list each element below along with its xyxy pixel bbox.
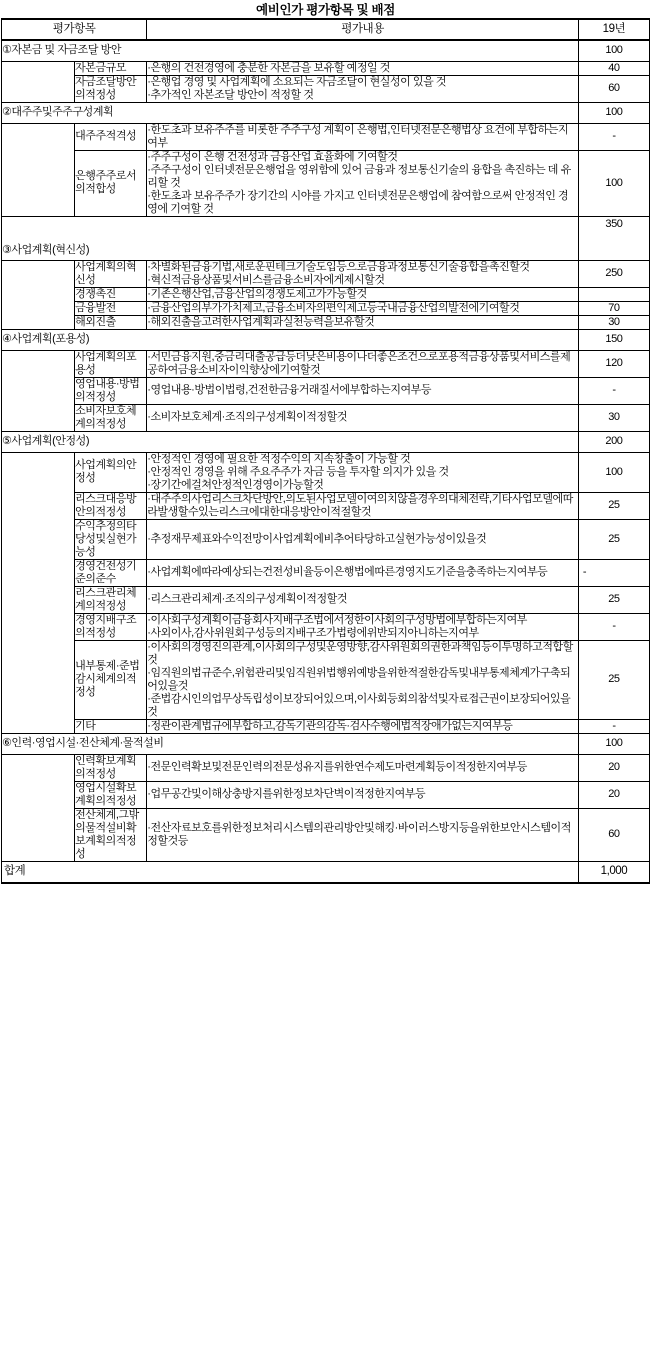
criterion-name: 자본금규모 [75,61,147,75]
criterion-score [578,287,649,301]
criterion-name: 사업계획의포용성 [75,350,147,377]
criterion-name: 리스크관리체계의적정성 [75,586,147,613]
section-indent-cell-sec2 [2,123,75,216]
criterion-name: 영업내용·방법의적정성 [75,377,147,404]
description-line: ·기존은행산업,금융산업의경쟁도제고가가능할것 [147,287,367,300]
criterion-score: - [578,559,649,586]
description-line: ·서민금융지원,중금리대출공급등더낮은비용이나더좋은조건으로포용적금융상품및서비스를제공하여금융소비자이익향상에기여할것 [147,350,571,376]
criterion-name: 경영건전성기준의준수 [75,559,147,586]
table-row [2,350,650,377]
criterion-score: 20 [578,754,649,781]
criterion-description [147,559,579,586]
description-line: ·주주구성이 은행 건전성과 금융산업 효율화에 기여할것 [147,150,398,163]
table-row [2,61,650,75]
criterion-description [147,315,579,329]
criterion-score: - [578,123,649,150]
criterion-score: 25 [578,586,649,613]
criterion-description [147,781,579,808]
criterion-name: 내부통제·준법감시체계의적정성 [75,640,147,719]
criterion-name: 은행주주로서의적합성 [75,150,147,216]
criterion-score: 100 [578,452,649,492]
section-label-sec4: ④사업계획(포용성) [2,329,579,350]
criterion-score: 20 [578,781,649,808]
description-line: ·추가적인 자본조달 방안이 적정할 것 [147,88,314,101]
section-score-sec1: 100 [578,40,649,61]
criterion-description [147,640,579,719]
description-line: ·소비자보호체계·조직의구성계획이적정할것 [147,411,348,423]
section-header-row [2,102,650,123]
description-line: ·차별화된금융기법,새로운핀테크기술도입등으로금융과정보통신기술융합을촉진할것 [147,260,530,273]
column-header-content: 평가내용 [147,19,579,40]
criterion-description [147,150,579,216]
criterion-score: 25 [578,640,649,719]
criterion-description [147,452,579,492]
criterion-description [147,719,579,733]
description-line: ·이사회의경영진의관계,이사회의구성및운영방향,감사위원회의권한과책임등이투명하고적합할것 [147,640,573,666]
section-header-row [2,40,650,61]
section-score-sec2: 100 [578,102,649,123]
criterion-name: 대주주적격성 [75,123,147,150]
criterion-name: 인력확보계획의적정성 [75,754,147,781]
table-row [2,754,650,781]
section-score-sec3: 350 [578,216,649,260]
section-indent-cell-sec3 [2,260,75,329]
description-line: ·한도초과 보유주주가 장기간의 시야를 가지고 인터넷전문은행업에 참여함으로써 안정적인 경영에 기여할 것 [147,189,569,215]
criterion-name: 사업계획의안정성 [75,452,147,492]
section-label-sec3: ③사업계획(혁신성) [2,216,579,260]
description-line: ·안정적인 경영에 필요한 적정수익의 지속창출이 가능할 것 [147,452,411,465]
table-row [2,781,650,808]
table-row [2,150,650,216]
table-row [2,640,650,719]
column-header-category: 평가항목 [2,19,147,40]
description-line: ·업무공간및이해상충방지를위한정보차단벽이적정한지여부등 [147,788,426,800]
criterion-score: 30 [578,404,649,431]
criterion-name: 사업계획의혁신성 [75,260,147,287]
description-line: ·사외이사,감사위원회구성등의지배구조가법령에위반되지아니하는지여부 [147,626,479,639]
description-line: ·전문인력확보및전문인력의전문성유지를위한연수제도마련계획등이적정한지여부등 [147,761,527,773]
criterion-score: 100 [578,150,649,216]
description-line: ·안정적인 경영을 위해 주요주주가 자금 등을 투자할 의지가 있을 것 [147,465,449,478]
section-indent-cell-sec6 [2,754,75,861]
criterion-description [147,754,579,781]
description-line: ·전산자료보호를위한정보처리시스템의관리방안및해킹·바이러스방지등을위한보안시스템이적정할것등 [147,821,571,847]
criterion-score: 250 [578,260,649,287]
criterion-description [147,287,579,301]
criterion-name: 자금조달방안의적정성 [75,75,147,102]
section-score-sec6: 100 [578,733,649,754]
criterion-description [147,808,579,861]
table-row [2,719,650,733]
description-line: ·대주주의사업리스크차단방안,의도된사업모델이여의치않을경우의대체전략,기타사업모델에따라발생할수있는리스크에대한대응방안이적절할것 [147,492,573,518]
table-row [2,559,650,586]
criterion-score: 120 [578,350,649,377]
total-row [2,861,650,883]
table-header-row [2,19,650,40]
criterion-name: 경쟁촉진 [75,287,147,301]
criterion-name: 리스크대응방안의적정성 [75,492,147,519]
table-row [2,808,650,861]
section-score-sec5: 200 [578,431,649,452]
description-line: ·임직원의법규준수,위험관리및임직원위법행위예방을위한적절한감독및내부통제체계가구축되어있을것 [147,666,571,692]
table-row [2,287,650,301]
criterion-description [147,123,579,150]
section-header-row [2,329,650,350]
description-line: ·정관이관계법규에부합하고,감독기관의감독·검사수행에법적장애가없는지여부등 [147,719,513,732]
criterion-score: 25 [578,492,649,519]
description-line: ·사업계획에따라예상되는건전성비율등이은행법에따른경영지도기준을충족하는지여부등 [147,566,548,578]
section-header-row [2,216,650,260]
criterion-description [147,260,579,287]
criterion-score: 30 [578,315,649,329]
section-indent-cell-sec1 [2,61,75,102]
table-row [2,123,650,150]
page-title: 예비인가 평가항목 및 배점 [255,3,396,17]
description-line: ·추정재무제표와수익전망이사업계획에비추어타당하고실현가능성이있을것 [147,532,487,545]
description-line: ·리스크관리체계·조직의구성계획이적정할것 [147,593,348,605]
description-line: ·은행의 건전경영에 충분한 자본금을 보유할 예정일 것 [147,61,390,74]
table-row [2,586,650,613]
total-label: 합계 [2,861,579,883]
criterion-description [147,613,579,640]
description-line: ·금융산업의부가가치제고,금융소비자의편익제고등국내금융산업의발전에기여할것 [147,301,520,314]
description-line: ·해외진출을고려한사업계획과실천능력을보유할것 [147,315,375,328]
criterion-name: 전산체계,그밖의물적설비확보계획의적정성 [75,808,147,861]
criterion-description [147,350,579,377]
section-score-sec4: 150 [578,329,649,350]
criterion-description [147,586,579,613]
section-label-sec6: ⑥인력·영업시설·전산체계·물적설비 [2,733,579,754]
criterion-description [147,404,579,431]
criterion-name: 해외진출 [75,315,147,329]
criterion-score: 40 [578,61,649,75]
table-row [2,452,650,492]
description-line: ·한도초과 보유주주를 비롯한 주주구성 계획이 은행법,인터넷전문은행법상 요건에 부합하는지 여부 [147,123,569,149]
section-label-sec1: ①자본금 및 자금조달 방안 [2,40,579,61]
table-row [2,613,650,640]
criterion-score: - [578,377,649,404]
criterion-description [147,301,579,315]
description-line: ·혁신적금융상품및서비스를금융소비자에게제시할것 [147,273,385,286]
total-score: 1,000 [578,861,649,883]
criterion-description [147,61,579,75]
evaluation-criteria-table [1,18,650,884]
criterion-description [147,519,579,559]
section-label-sec5: ⑤사업계획(안정성) [2,431,579,452]
table-row [2,492,650,519]
criterion-name: 소비자보호체계의적정성 [75,404,147,431]
description-line: ·은행업 경영 및 사업계획에 소요되는 자금조달이 현실성이 있을 것 [147,75,447,88]
table-row [2,315,650,329]
criterion-score: 25 [578,519,649,559]
criterion-score: 60 [578,75,649,102]
description-line: ·준법감시인의업무상독립성이보장되어있으며,이사회등회의참석및자료접근권이보장되어있을것 [147,692,571,718]
criterion-description [147,377,579,404]
table-row [2,75,650,102]
criterion-score: 70 [578,301,649,315]
column-header-score: 19년 [578,19,649,40]
table-row [2,377,650,404]
section-header-row [2,431,650,452]
section-indent-cell-sec5 [2,452,75,733]
table-row [2,404,650,431]
table-row [2,519,650,559]
criterion-score: 60 [578,808,649,861]
criterion-description [147,492,579,519]
description-line: ·장기간에걸쳐안정적인경영이가능할것 [147,478,324,491]
table-row [2,301,650,315]
criterion-description [147,75,579,102]
criterion-name: 기타 [75,719,147,733]
criterion-score: - [578,613,649,640]
criterion-name: 영업시설확보계획의적정성 [75,781,147,808]
description-line: ·이사회구성계획이금융회사지배구조법에서정한이사회의구성방법에부합하는지여부 [147,613,527,626]
description-line: ·영업내용·방법이법령,건전한금융거래질서에부합하는지여부등 [147,384,432,396]
section-indent-cell-sec4 [2,350,75,431]
criterion-name: 수익추정의타당성및실현가능성 [75,519,147,559]
criterion-name: 금융발전 [75,301,147,315]
description-line: ·주주구성이 인터넷전문은행업을 영위함에 있어 금융과 정보통신기술의 융합을 촉진하는 데 유리할 것 [147,163,571,189]
section-label-sec2: ②대주주및주주구성계획 [2,102,579,123]
criterion-score: - [578,719,649,733]
criterion-name: 경영지배구조의적정성 [75,613,147,640]
section-header-row [2,733,650,754]
table-row [2,260,650,287]
